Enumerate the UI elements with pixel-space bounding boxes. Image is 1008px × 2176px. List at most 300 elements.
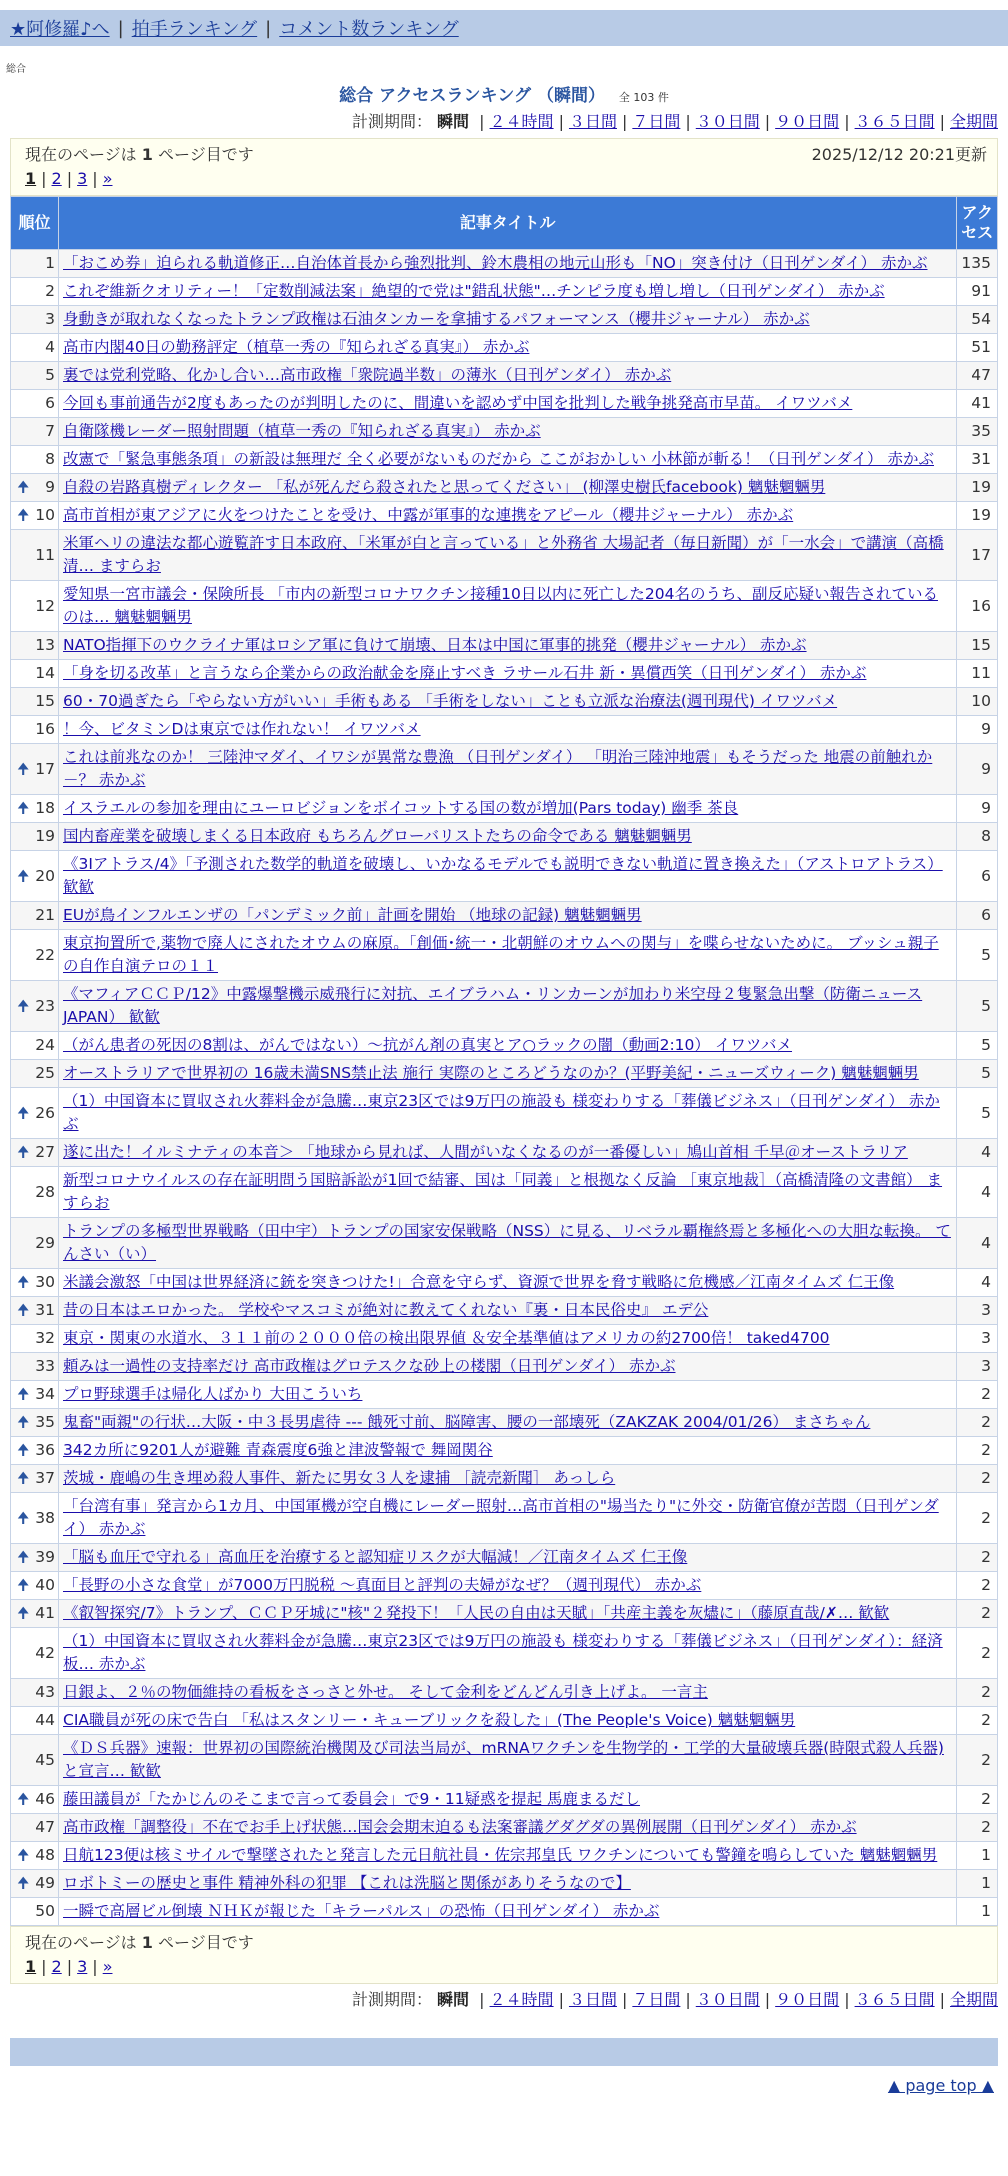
access-count: 19 — [957, 502, 998, 530]
period-link[interactable]: ３日間 — [568, 112, 617, 131]
top-nav-bar — [0, 10, 1008, 46]
rank-cell — [11, 851, 59, 902]
period-separator: | — [764, 112, 771, 131]
title-cell — [59, 1325, 957, 1353]
title-header: 記事タイトル — [59, 197, 957, 250]
article-link[interactable]: 日銀よ、２％の物価維持の看板をさっさと外せ。 そして金利をどんどん引き上げよ。 一言主 — [63, 1683, 708, 1701]
period-link[interactable]: 全期間 — [949, 112, 998, 131]
title-cell — [59, 1139, 957, 1167]
rank-number: 49 — [35, 1874, 55, 1892]
page-info-number: 1 — [141, 1933, 153, 1952]
article-link[interactable]: EUが鳥インフルエンザの「パンデミック前」計画を開始 （地球の記録) 魑魅魍魎男 — [63, 906, 642, 924]
section-tag: 総合 — [6, 64, 26, 75]
access-count: 35 — [957, 418, 998, 446]
title-cell — [59, 1870, 957, 1898]
rank-number: 37 — [35, 1469, 55, 1487]
table-row — [11, 1325, 998, 1353]
rank-number: 2 — [45, 282, 55, 300]
title-cell — [59, 716, 957, 744]
access-count: 47 — [957, 362, 998, 390]
rank-cell — [11, 390, 59, 418]
period-link[interactable]: ２４時間 — [489, 1990, 554, 2009]
article-link[interactable]: 日航123便は核ミサイルで撃墜されたと発言した元日航社員・佐宗邦皇氏 ワクチンについても警鐘を鳴らしていた 魑魅魍魎男 — [63, 1846, 938, 1864]
rank-number: 4 — [45, 338, 55, 356]
title-cell — [59, 474, 957, 502]
title-cell — [59, 362, 957, 390]
title-cell — [59, 306, 957, 334]
access-count: 16 — [957, 581, 998, 632]
title-cell — [59, 1353, 957, 1381]
rank-number: 42 — [35, 1643, 55, 1662]
rank-up-arrow-icon: 🠉 — [17, 866, 30, 885]
table-row — [11, 474, 998, 502]
title-cell — [59, 1032, 957, 1060]
period-separator: | — [685, 112, 691, 131]
rank-cell — [11, 581, 59, 632]
rank-number: 35 — [35, 1413, 55, 1431]
article-link[interactable]: 高市政権「調整役」不在でお手上げ状態…国会会期末迫るも法案審議グダグダの異例展開（日刊ゲンダイ） 赤かぶ — [63, 1818, 857, 1836]
pager-bottom — [25, 1955, 983, 1979]
nav-separator: | — [117, 17, 124, 39]
access-count: 9 — [957, 795, 998, 823]
rank-number: 25 — [35, 1064, 55, 1082]
article-link[interactable]: 米軍ヘリの違法な都心遊覧許す日本政府、「米軍が白と言っている」と外務省 大場記者（毎日新聞）が「一水会」で講演（高橋清… ますらお — [63, 534, 944, 575]
rank-number: 13 — [35, 636, 55, 654]
table-row — [11, 1544, 998, 1572]
table-row — [11, 1437, 998, 1465]
pager-next-link[interactable]: » — [102, 1957, 113, 1976]
rank-up-arrow-icon: 🠉 — [17, 1576, 30, 1594]
period-separator: | — [621, 112, 628, 131]
table-row — [11, 530, 998, 581]
rank-cell — [11, 902, 59, 930]
access-count: 2 — [957, 1628, 998, 1679]
rank-up-arrow-icon: 🠉 — [17, 1385, 30, 1403]
article-link[interactable]: 一瞬で高層ビル倒壊 ＮＨＫが報じた「キラーパルス」の恐怖（日刊ゲンダイ） 赤かぶ — [63, 1902, 660, 1920]
table-row — [11, 716, 998, 744]
title-cell — [59, 688, 957, 716]
page-top-link[interactable]: ▲ page top ▲ — [887, 2076, 994, 2095]
table-row — [11, 1600, 998, 1628]
article-link[interactable]: 《マフィアＣＣＰ/12》中露爆撃機示威飛行に対抗、エイブラハム・リンカーンが加わり米空母２隻緊急出撃（防衛ニュースJAPAN） 歓歓 — [63, 985, 923, 1026]
rank-number: 34 — [35, 1385, 55, 1403]
title-cell — [59, 1679, 957, 1707]
article-link[interactable]: 今回も事前通告が2度もあったのが判明したのに、間違いを認めず中国を批判した戦争挑発高市早苗。 イワツバメ — [63, 394, 853, 412]
page-title — [0, 81, 1008, 106]
applause-ranking-link[interactable]: 拍手ランキング — [131, 19, 258, 40]
rank-cell — [11, 1325, 59, 1353]
access-count: 9 — [957, 744, 998, 795]
page-info-bottom — [10, 1926, 998, 1984]
table-row — [11, 795, 998, 823]
pager-link-page[interactable]: 2 — [51, 1957, 62, 1976]
home-link[interactable]: ★阿修羅♪へ — [10, 19, 110, 40]
rank-up-arrow-icon: 🠉 — [17, 506, 30, 524]
article-link[interactable]: 鬼畜"両親"の行状…大阪・中３長男虐待 --- 餓死寸前、脳障害、腰の一部壊死（ZAKZAK 2004/01/26） まさちゃん — [63, 1413, 871, 1431]
page-info-top — [10, 138, 998, 196]
article-link[interactable]: 昔の日本はエロかった。 学校やマスコミが絶対に教えてくれない『裏・日本民俗史』 エデ公 — [63, 1301, 709, 1319]
pager-separator: | — [41, 169, 47, 188]
rank-cell — [11, 1544, 59, 1572]
period-link[interactable]: ３６５日間 — [854, 1990, 935, 2009]
article-link[interactable]: 遂に出た！イルミナティの本音＞ 「地球から見れば、人間がいなくなるのが一番優しい」鳩山首相 千早＠オーストラリア — [63, 1143, 908, 1161]
period-selector-bottom — [0, 1988, 1008, 2012]
table-row — [11, 278, 998, 306]
rank-cell — [11, 1898, 59, 1926]
rank-number: 23 — [35, 996, 55, 1015]
nav-separator: | — [265, 17, 272, 39]
table-row — [11, 851, 998, 902]
rank-number: 14 — [35, 664, 55, 682]
article-link[interactable]: 高市内閣40日の勤務評定（植草一秀の『知られざる真実』） 赤かぶ — [63, 338, 530, 356]
footer-bar — [10, 2038, 998, 2066]
rank-number: 32 — [35, 1329, 55, 1347]
table-row — [11, 390, 998, 418]
access-count: 135 — [957, 250, 998, 278]
table-row — [11, 1679, 998, 1707]
period-link[interactable]: ３０日間 — [695, 1990, 760, 2009]
article-link[interactable]: これぞ維新クオリティー！「定数削減法案」絶望的で党は"錯乱状態"…チンピラ度も増し増し（日刊ゲンダイ） 赤かぶ — [63, 282, 885, 300]
rank-number: 24 — [35, 1036, 55, 1054]
period-separator: | — [558, 1990, 564, 2009]
article-link[interactable]: 高市首相が東アジアに火をつけたことを受け、中露が軍事的な連携をアピール（櫻井ジャーナル） 赤かぶ — [63, 506, 794, 524]
article-link[interactable]: 「台湾有事」発言から1カ月、中国軍機が空自機にレーダー照射…高市首相の"場当たり"に外交・防衛官僚が苦悶（日刊ゲンダイ） 赤かぶ — [63, 1497, 939, 1538]
rank-cell — [11, 632, 59, 660]
title-cell — [59, 1842, 957, 1870]
rank-cell — [11, 1842, 59, 1870]
period-links — [474, 112, 998, 131]
rank-cell — [11, 981, 59, 1032]
period-link[interactable]: ３０日間 — [695, 112, 760, 131]
title-cell — [59, 930, 957, 981]
table-row — [11, 1465, 998, 1493]
rank-number: 8 — [45, 450, 55, 468]
table-row — [11, 1786, 998, 1814]
access-count: 6 — [957, 851, 998, 902]
title-cell — [59, 632, 957, 660]
table-row — [11, 1572, 998, 1600]
period-separator: | — [844, 112, 850, 131]
article-link[interactable]: 身動きが取れなくなったトランプ政権は石油タンカーを拿捕するパフォーマンス（櫻井ジャーナル） 赤かぶ — [63, 310, 810, 328]
page-info-number: 1 — [141, 145, 153, 164]
article-link[interactable]: CIA職員が死の床で告白 「私はスタンリー・キューブリックを殺した」(The People's Voice) 魑魅魍魎男 — [63, 1711, 796, 1729]
period-link[interactable]: ３日間 — [568, 1990, 617, 2009]
rank-up-arrow-icon: 🠉 — [17, 1413, 30, 1431]
title-cell — [59, 390, 957, 418]
period-separator: | — [844, 1990, 850, 2009]
access-count: 9 — [957, 716, 998, 744]
title-cell — [59, 1218, 957, 1269]
article-link[interactable]: NATO指揮下のウクライナ軍はロシア軍に負けて崩壊、日本は中国に軍事的挑発（櫻井ジャーナル） 赤かぶ — [63, 636, 807, 654]
rank-cell — [11, 1465, 59, 1493]
access-count: 2 — [957, 1814, 998, 1842]
updated-timestamp: 2025/12/12 20:21更新 — [811, 145, 987, 164]
article-link[interactable]: 「脳も血圧で守れる」高血圧を治療すると認知症リスクが大幅減！／江南タイムズ 仁王像 — [63, 1548, 688, 1566]
article-link[interactable]: ロボトミーの歴史と事件 精神外科の犯罪 【これは洗脳と関係がありそうなので】 — [63, 1874, 631, 1892]
rank-cell — [11, 530, 59, 581]
rank-cell — [11, 1870, 59, 1898]
article-link[interactable]: 裏では党利党略、化かし合い…高市政権「衆院過半数」の薄氷（日刊ゲンダイ） 赤かぶ — [63, 366, 672, 384]
table-row — [11, 1814, 998, 1842]
access-count: 5 — [957, 1060, 998, 1088]
pager-link-page[interactable]: 2 — [51, 169, 62, 188]
article-link[interactable]: （1）中国資本に買収され火葬料金が急騰…東京23区では9万円の施設も 様変わりする「葬儀ビジネス」（日刊ゲンダイ） 赤かぶ — [63, 1092, 940, 1133]
article-link[interactable]: トランプの多極型世界戦略（田中宇）トランプの国家安保戦略（NSS）に見る、リベラル覇権終焉と多極化への大胆な転換。 てんさい（い） — [63, 1222, 951, 1263]
pager-separator: | — [41, 1957, 47, 1976]
rank-number: 43 — [35, 1683, 55, 1701]
rank-number: 3 — [45, 310, 55, 328]
article-link[interactable]: 頼みは一過性の支持率だけ 高市政権はグロテスクな砂上の楼閣（日刊ゲンダイ） 赤かぶ — [63, 1357, 676, 1375]
table-row — [11, 688, 998, 716]
article-link[interactable]: 342カ所に9201人が避難 青森震度6強と津波警報で 舞岡関谷 — [63, 1441, 493, 1459]
table-row — [11, 1167, 998, 1218]
rank-up-arrow-icon: 🠉 — [17, 478, 30, 496]
article-link[interactable]: 米議会激怒「中国は世界経済に銃を突きつけた!」合意を守らず、資源で世界を脅す戦略に危機感／江南タイムズ 仁王像 — [63, 1273, 895, 1291]
rank-up-arrow-icon: 🠉 — [17, 1103, 30, 1122]
period-link[interactable]: ９０日間 — [775, 112, 840, 131]
title-cell — [59, 744, 957, 795]
access-count: 2 — [957, 1381, 998, 1409]
rank-number: 29 — [35, 1233, 55, 1252]
rank-number: 16 — [35, 720, 55, 738]
article-link[interactable]: 「おこめ券」迫られる軌道修正…自治体首長から強烈批判、鈴木農相の地元山形も「NO」突き付け（日刊ゲンダイ） 赤かぶ — [63, 254, 928, 272]
article-link[interactable]: これは前兆なのか！ 三陸沖マダイ、イワシが異常な豊漁 （日刊ゲンダイ） 「明治三陸沖地震」もそうだった 地震の前触れか－？ 赤かぶ — [63, 748, 933, 789]
access-count: 8 — [957, 823, 998, 851]
table-row — [11, 1060, 998, 1088]
pager-link-page[interactable]: 3 — [77, 169, 88, 188]
rank-number: 15 — [35, 692, 55, 710]
rank-number: 41 — [35, 1604, 55, 1622]
article-link[interactable]: 「身を切る改革」と言うなら企業からの政治献金を廃止すべき ラサール石井 新・異償西笑（日刊ゲンダイ） 赤かぶ — [63, 664, 867, 682]
title-cell — [59, 1465, 957, 1493]
table-row — [11, 334, 998, 362]
page-top-area — [0, 2076, 1008, 2095]
rank-header — [11, 197, 59, 250]
access-count: 2 — [957, 1679, 998, 1707]
rank-number: 9 — [45, 478, 55, 496]
table-row — [11, 1735, 998, 1786]
article-link[interactable]: 《ＤＳ兵器》速報：世界初の国際統治機関及び司法当局が、mRNAワクチンを生物学的・工学的大量破壊兵器(時限式殺人兵器)と宣言… 歓歓 — [63, 1739, 944, 1780]
period-separator: | — [558, 112, 564, 131]
access-count: 2 — [957, 1600, 998, 1628]
rank-number: 7 — [45, 422, 55, 440]
table-row — [11, 1297, 998, 1325]
article-link[interactable]: 60・70過ぎたら「やらない方がいい」手術もある 「手術をしない」ことも立派な治療法(週刊現代) イワツバメ — [63, 692, 838, 710]
pager-separator: | — [92, 169, 98, 188]
pager-separator: | — [66, 1957, 73, 1976]
period-link[interactable]: ２４時間 — [489, 112, 554, 131]
period-active: 瞬間 — [437, 1990, 470, 2009]
table-row — [11, 1628, 998, 1679]
rank-cell — [11, 306, 59, 334]
table-row — [11, 1409, 998, 1437]
access-count: 2 — [957, 1707, 998, 1735]
ranking-table — [10, 196, 998, 1926]
rank-cell — [11, 362, 59, 390]
article-link[interactable]: オーストラリアで世界初の 16歳未満SNS禁止法 施行 実際のところどうなのか？(平野美紀・ニューズウィーク) 魑魅魍魎男 — [63, 1064, 919, 1082]
rank-up-arrow-icon: 🠉 — [17, 996, 30, 1015]
access-count: 2 — [957, 1786, 998, 1814]
table-row — [11, 1139, 998, 1167]
title-cell — [59, 1707, 957, 1735]
article-link[interactable]: 自殺の岩路真樹ディレクター 「私が死んだら殺されたと思ってください」 (柳澤史樹氏facebook) 魑魅魍魎男 — [63, 478, 826, 496]
title-cell — [59, 1167, 957, 1218]
rank-number: 6 — [45, 394, 55, 412]
rank-cell — [11, 1088, 59, 1139]
article-link[interactable]: 改憲で「緊急事態条項」の新設は無理だ 全く必要がないものだから ここがおかしい 小林節が斬る！（日刊ゲンダイ） 赤かぶ — [63, 450, 934, 468]
title-cell — [59, 1544, 957, 1572]
rank-number: 22 — [35, 945, 55, 964]
rank-cell — [11, 1437, 59, 1465]
table-row — [11, 250, 998, 278]
rank-cell — [11, 1269, 59, 1297]
article-link[interactable]: プロ野球選手は帰化人ばかり 大田こういち — [63, 1385, 363, 1403]
rank-up-arrow-icon: 🠉 — [17, 1508, 30, 1527]
table-row — [11, 581, 998, 632]
rank-cell — [11, 930, 59, 981]
title-cell — [59, 250, 957, 278]
rank-up-arrow-icon: 🠉 — [17, 1790, 30, 1808]
rank-number: 20 — [35, 866, 55, 885]
article-link[interactable]: 《叡智探究/7》トランプ、ＣＣＰ牙城に"核"２発投下！「人民の自由は天賦」「共産主義を灰燼に」（藤原直哉/✗… 歓歓 — [63, 1604, 890, 1622]
access-count: 11 — [957, 660, 998, 688]
period-link[interactable]: ７日間 — [632, 1990, 681, 2009]
period-links — [474, 1990, 998, 2009]
access-header-label: アクセス — [961, 203, 994, 242]
pager-next-link[interactable]: » — [102, 169, 113, 188]
rank-cell — [11, 1814, 59, 1842]
period-link[interactable]: ７日間 — [632, 112, 681, 131]
rank-cell — [11, 446, 59, 474]
article-link[interactable]: 国内畜産業を破壊しまくる日本政府 もちろんグローバリストたちの命令である 魑魅魍魎男 — [63, 827, 692, 845]
title-cell — [59, 581, 957, 632]
table-row — [11, 981, 998, 1032]
access-count: 3 — [957, 1297, 998, 1325]
rank-cell — [11, 1493, 59, 1544]
access-count: 31 — [957, 446, 998, 474]
rank-cell — [11, 1707, 59, 1735]
rank-number: 21 — [35, 906, 55, 924]
article-link[interactable]: 藤田議員が「たかじんのそこまで言って委員会」で9・11疑惑を提起 馬鹿まるだし — [63, 1790, 641, 1808]
access-count: 1 — [957, 1870, 998, 1898]
article-link[interactable]: 茨城・鹿嶋の生き埋め殺人事件、新たに男女３人を逮捕 ［読売新聞］ あっしら — [63, 1469, 616, 1487]
article-link[interactable]: 愛知県一宮市議会・保険所長 「市内の新型コロナワクチン接種10日以内に死亡した204名のうち、副反応疑い報告されているのは… 魑魅魍魎男 — [63, 585, 938, 626]
title-cell — [59, 278, 957, 306]
access-count: 3 — [957, 1353, 998, 1381]
rank-cell — [11, 1060, 59, 1088]
article-link[interactable]: イスラエルの参加を理由にユーロビジョンをボイコットする国の数が増加(Pars today) 幽季 茶良 — [63, 799, 739, 817]
table-row — [11, 1088, 998, 1139]
rank-cell — [11, 1297, 59, 1325]
period-link[interactable]: ９０日間 — [775, 1990, 840, 2009]
rank-number: 44 — [35, 1711, 55, 1729]
access-count: 15 — [957, 632, 998, 660]
article-link[interactable]: 新型コロナウイルスの存在証明問う国賠訴訟が1回で結審、国は「同義」と根拠なく反論 ［東京地裁］（高橋清隆の文書館） ますらお — [63, 1171, 943, 1212]
rank-cell — [11, 744, 59, 795]
title-cell — [59, 1814, 957, 1842]
table-row — [11, 902, 998, 930]
rank-number: 46 — [35, 1790, 55, 1808]
rank-up-arrow-icon: 🠉 — [17, 1548, 30, 1566]
rank-cell — [11, 716, 59, 744]
period-separator: | — [764, 1990, 771, 2009]
rank-cell — [11, 823, 59, 851]
article-link[interactable]: （1）中国資本に買収され火葬料金が急騰…東京23区では9万円の施設も 様変わりする「葬儀ビジネス」（日刊ゲンダイ）：経済板… 赤かぶ — [63, 1632, 943, 1673]
article-link[interactable]: 《3Iアトラス/4》「予測された数学的軌道を破壊し、いかなるモデルでも説明できない軌道に置き換えた」（アストロアトラス） 歓歓 — [63, 855, 943, 896]
access-count: 4 — [957, 1167, 998, 1218]
access-count: 17 — [957, 530, 998, 581]
access-count: 10 — [957, 688, 998, 716]
rank-cell — [11, 688, 59, 716]
page-info-prefix: 現在のページは — [25, 1933, 137, 1952]
access-count: 54 — [957, 306, 998, 334]
title-cell — [59, 1628, 957, 1679]
page-info-suffix: ページ目です — [158, 1933, 254, 1952]
rank-number: 5 — [45, 366, 55, 384]
access-count: 2 — [957, 1544, 998, 1572]
rank-number: 12 — [35, 596, 55, 615]
rank-up-arrow-icon: 🠉 — [17, 1604, 30, 1622]
rank-cell — [11, 1167, 59, 1218]
rank-up-arrow-icon: 🠉 — [17, 759, 30, 778]
title-cell — [59, 1735, 957, 1786]
article-link[interactable]: 東京・関東の水道水、３１１前の２０００倍の検出限界値 ＆安全基準値はアメリカの約2700倍！ taked4700 — [63, 1329, 830, 1347]
pager-current: 1 — [25, 1957, 37, 1976]
table-row — [11, 1218, 998, 1269]
article-link[interactable]: 自衛隊機レーダー照射問題（植草一秀の『知られざる真実』） 赤かぶ — [63, 422, 541, 440]
title-cell — [59, 1060, 957, 1088]
rank-cell — [11, 1139, 59, 1167]
title-cell — [59, 981, 957, 1032]
period-separator: | — [621, 1990, 628, 2009]
rank-cell — [11, 250, 59, 278]
access-count: 4 — [957, 1139, 998, 1167]
rank-cell — [11, 418, 59, 446]
access-count: 5 — [957, 981, 998, 1032]
article-link[interactable]: 「長野の小さな食堂」が7000万円脱税 ～真面目と評判の夫婦がなぜ？（週刊現代） 赤かぶ — [63, 1576, 702, 1594]
table-row — [11, 418, 998, 446]
title-cell — [59, 502, 957, 530]
table-row — [11, 1493, 998, 1544]
table-row — [11, 930, 998, 981]
page-title-text: 総合 アクセスランキング （瞬間） — [339, 86, 605, 106]
article-link[interactable]: ！今、ビタミンDは東京では作れない！ イワツバメ — [63, 720, 421, 738]
rank-up-arrow-icon: 🠉 — [17, 1441, 30, 1459]
title-cell — [59, 660, 957, 688]
period-separator: | — [479, 112, 485, 131]
access-count: 4 — [957, 1218, 998, 1269]
period-link[interactable]: 全期間 — [949, 1990, 998, 2009]
rank-cell — [11, 1600, 59, 1628]
title-cell — [59, 446, 957, 474]
access-count: 91 — [957, 278, 998, 306]
period-separator: | — [939, 1990, 945, 2009]
title-cell — [59, 334, 957, 362]
access-count: 1 — [957, 1842, 998, 1870]
comment-ranking-link[interactable]: コメント数ランキング — [279, 19, 459, 40]
article-link[interactable]: （がん患者の死因の8割は、がんではない）～抗がん剤の真実とア○ラックの闇（動画2:10） イワツバメ — [63, 1036, 793, 1054]
table-row — [11, 823, 998, 851]
article-link[interactable]: 東京拘置所で,薬物で廃人にされたオウムの麻原。「創価･統一・北朝鮮のオウムへの関与」を喋らせないために。 ブッシュ親子の自作自演テロの１１ — [63, 934, 939, 975]
title-cell — [59, 1572, 957, 1600]
period-separator: | — [479, 1990, 485, 2009]
rank-up-arrow-icon: 🠉 — [17, 1273, 30, 1291]
period-link[interactable]: ３６５日間 — [854, 112, 935, 131]
rank-number: 10 — [35, 506, 55, 524]
pager-link-page[interactable]: 3 — [77, 1957, 88, 1976]
period-label: 計測期間： — [351, 1990, 432, 2009]
access-count: 2 — [957, 1493, 998, 1544]
